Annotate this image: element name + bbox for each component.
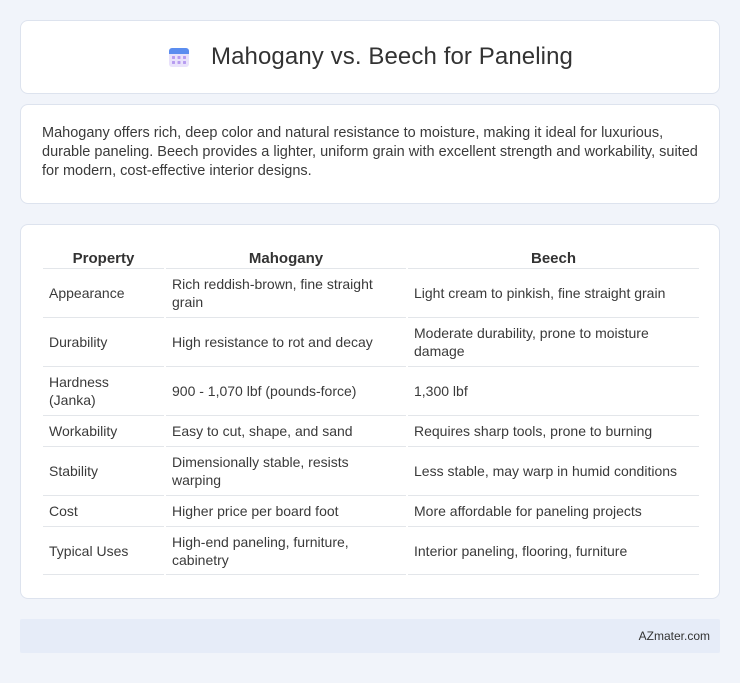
mahogany-cell: Dimensionally stable, resists warping	[166, 446, 406, 495]
mahogany-cell: High-end paneling, furniture, cabinetry	[166, 526, 406, 575]
table-header-row	[43, 244, 699, 268]
column-header-mahogany: Mahogany	[248, 249, 324, 267]
beech-cell: Requires sharp tools, prone to burning	[408, 415, 699, 446]
beech-cell: More affordable for paneling projects	[408, 495, 699, 526]
table-row	[43, 317, 699, 366]
table-row	[43, 415, 699, 446]
property-cell: Hardness (Janka)	[43, 366, 164, 415]
beech-cell: Interior paneling, flooring, furniture	[408, 526, 699, 575]
property-cell: Cost	[43, 495, 164, 526]
intro-card	[20, 104, 720, 204]
property-cell: Typical Uses	[43, 526, 164, 575]
comparison-card	[20, 224, 720, 599]
footer-bar	[20, 619, 720, 653]
mahogany-cell: Easy to cut, shape, and sand	[166, 415, 406, 446]
property-cell: Stability	[43, 446, 164, 495]
mahogany-cell: 900 - 1,070 lbf (pounds-force)	[166, 366, 406, 415]
beech-cell: Less stable, may warp in humid conditions	[408, 446, 699, 495]
mahogany-cell: Higher price per board foot	[166, 495, 406, 526]
beech-cell: Moderate durability, prone to moisture damage	[408, 317, 699, 366]
column-header-beech: Beech	[530, 249, 577, 267]
table-row	[43, 268, 699, 317]
column-header-property: Property	[72, 249, 135, 267]
title-card	[20, 20, 720, 94]
beech-cell: Light cream to pinkish, fine straight grain	[408, 268, 699, 317]
intro-paragraph: Mahogany offers rich, deep color and natural resistance to moisture, making it ideal for luxurious, durable paneling. Beech provides a lighter, uniform grain with excellent strength and workability, suited for modern, cost-effective interior designs.	[42, 125, 698, 179]
page-title: Mahogany vs. Beech for Paneling	[211, 43, 573, 70]
property-cell: Durability	[43, 317, 164, 366]
comparison-table	[41, 244, 701, 575]
footer-site-link[interactable]: AZmater.com	[638, 629, 710, 643]
beech-cell: 1,300 lbf	[408, 366, 699, 415]
calendar-icon	[167, 45, 191, 69]
title-wrap	[167, 43, 573, 71]
table-row	[43, 446, 699, 495]
property-cell: Workability	[43, 415, 164, 446]
table-row	[43, 526, 699, 575]
property-cell: Appearance	[43, 268, 164, 317]
mahogany-cell: High resistance to rot and decay	[166, 317, 406, 366]
table-row	[43, 495, 699, 526]
table-row	[43, 366, 699, 415]
mahogany-cell: Rich reddish-brown, fine straight grain	[166, 268, 406, 317]
